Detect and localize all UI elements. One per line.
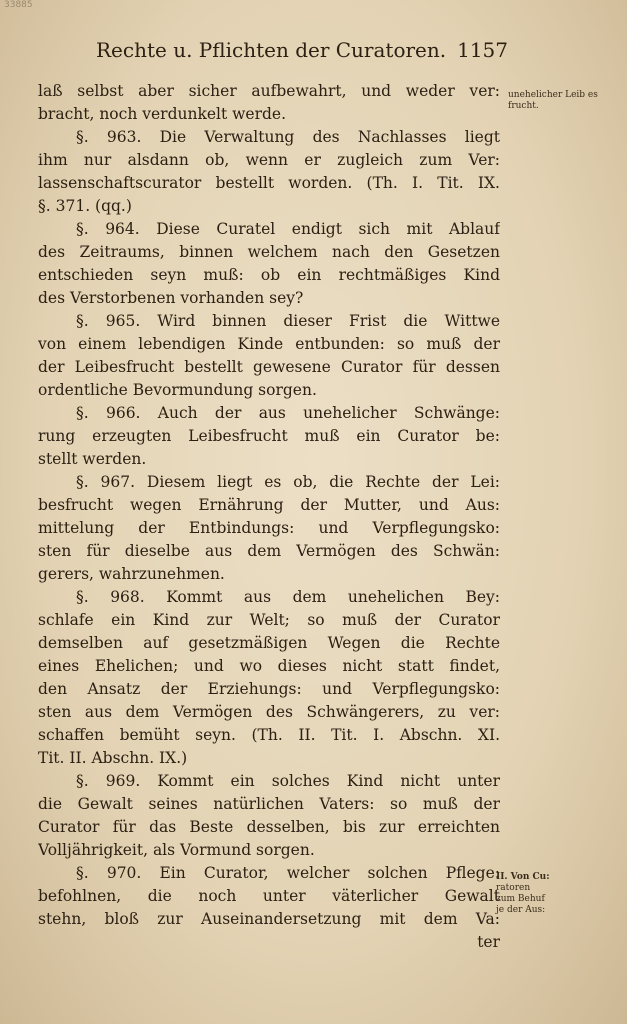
text-line: rung erzeugten Leibesfrucht muß ein Curator be: — [38, 427, 500, 445]
text-line: demselben auf gesetzmäßigen Wegen die Rechte — [38, 634, 500, 652]
text-line: befohlnen, die noch unter väterlicher Gewalt — [38, 887, 500, 905]
text-line: schaffen bemüht seyn. (Th. II. Tit. I. Abschn. XI. — [38, 726, 500, 744]
text-line: ordentliche Bevormundung sorgen. — [38, 381, 317, 399]
library-stamp: 33885 — [4, 0, 33, 10]
paragraph-969: §. 969. Kommt ein solches Kind nicht unter — [76, 772, 500, 790]
text-line: die Gewalt seines natürlichen Vaters: so muß der — [38, 795, 500, 813]
margin-note-leibesfrucht — [508, 90, 598, 112]
page-body — [38, 80, 500, 954]
text-line: des Zeitraums, binnen welchem nach den Gesetzen — [38, 243, 500, 261]
margin-note-curatoren — [496, 872, 578, 916]
text-line: §. 371. (qq.) — [38, 197, 132, 215]
text-line: ihm nur alsdann ob, wenn er zugleich zum Ver: — [38, 151, 500, 169]
paragraph-965: §. 965. Wird binnen dieser Frist die Wittwe — [76, 312, 500, 330]
page-number: 1157 — [457, 38, 508, 62]
running-header — [96, 38, 508, 66]
text-line: der Leibesfrucht bestellt gewesene Curator für dessen — [38, 358, 500, 376]
text-line: lassenschaftscurator bestellt worden. (Th. I. Tit. IX. — [38, 174, 500, 192]
paragraph-966: §. 966. Auch der aus unehelicher Schwänge: — [76, 404, 500, 422]
text-line: laß selbst aber sicher aufbewahrt, und weder ver: — [38, 82, 500, 100]
text-line: sten aus dem Vermögen des Schwängerers, zu ver: — [38, 703, 500, 721]
margin-note-line: je der Aus: — [496, 905, 546, 915]
text-line: mittelung der Entbindungs: und Verpflegungsko: — [38, 519, 500, 537]
text-line: gerers, wahrzunehmen. — [38, 565, 225, 583]
paragraph-963: §. 963. Die Verwaltung des Nachlasses liegt — [76, 128, 500, 146]
catchword: ter — [477, 933, 500, 951]
text-line: stellt werden. — [38, 450, 147, 468]
margin-note-line: ratoren — [496, 883, 531, 893]
text-line: stehn, bloß zur Auseinandersetzung mit dem Va: — [38, 910, 500, 928]
text-line: entschieden seyn muß: ob ein rechtmäßiges Kind — [38, 266, 500, 284]
text-line: schlafe ein Kind zur Welt; so muß der Curator — [38, 611, 500, 629]
text-line: bracht, noch verdunkelt werde. — [38, 105, 286, 123]
text-line: Volljährigkeit, als Vormund sorgen. — [38, 841, 315, 859]
running-title: Rechte u. Pflichten der Curatoren. — [96, 38, 447, 62]
text-line: des Verstorbenen vorhanden sey? — [38, 289, 304, 307]
paragraph-964: §. 964. Diese Curatel endigt sich mit Ablauf — [76, 220, 500, 238]
text-line: den Ansatz der Erziehungs: und Verpflegungsko: — [38, 680, 500, 698]
paragraph-967: §. 967. Diesem liegt es ob, die Rechte der Lei: — [76, 473, 500, 491]
text-line: besfrucht wegen Ernährung der Mutter, und Aus: — [38, 496, 500, 514]
margin-note-line: unehelicher Leib es — [508, 90, 598, 100]
text-line: von einem lebendigen Kinde entbunden: so muß der — [38, 335, 500, 353]
text-line: sten für dieselbe aus dem Vermögen des Schwän: — [38, 542, 500, 560]
margin-note-line: zum Behuf — [496, 894, 545, 904]
paragraph-970: §. 970. Ein Curator, welcher solchen Pflege: — [76, 864, 500, 882]
margin-note-line: frucht. — [508, 101, 539, 111]
paragraph-968: §. 968. Kommt aus dem unehelichen Bey: — [76, 588, 500, 606]
margin-note-line: II. Von Cu: — [496, 872, 550, 882]
text-line: eines Ehelichen; und wo dieses nicht statt findet, — [38, 657, 500, 675]
text-line: Curator für das Beste desselben, bis zur erreichten — [38, 818, 500, 836]
text-line: Tit. II. Abschn. IX.) — [38, 749, 188, 767]
